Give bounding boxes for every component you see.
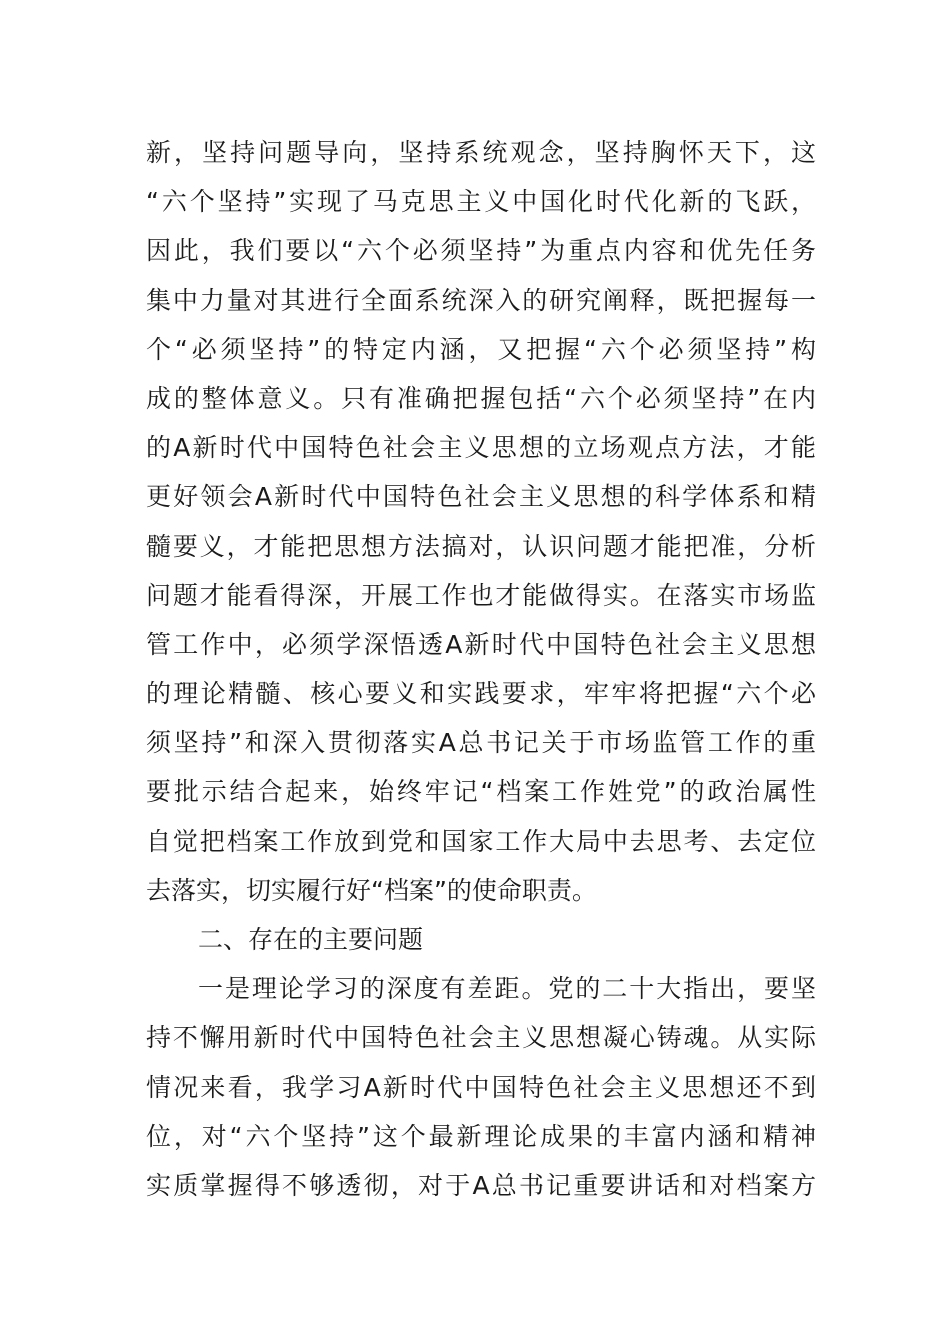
text-line: 个“必须坚持”的特定内涵，又把握“六个必须坚持”构	[146, 334, 816, 364]
text-line: 新，坚持问题导向，坚持系统观念，坚持胸怀天下，这	[146, 138, 816, 167]
text-line: 须坚持”和深入贯彻落实A总书记关于市场监管工作的重	[146, 728, 816, 758]
text-line: 集中力量对其进行全面系统深入的研究阐释，既把握每一	[146, 285, 816, 315]
text-line: 更好领会A新时代中国特色社会主义思想的科学体系和精	[146, 482, 816, 512]
section-heading: 二、存在的主要问题	[198, 925, 424, 954]
text-line: 情况来看，我学习A新时代中国特色社会主义思想还不到	[146, 1072, 816, 1102]
text-line: 成的整体意义。只有准确把握包括“六个必须坚持”在内	[146, 383, 816, 413]
text-line: 位，对“六个坚持”这个最新理论成果的丰富内涵和精神	[146, 1121, 816, 1151]
text-line: “六个坚持”实现了马克思主义中国化时代化新的飞跃，	[146, 187, 816, 217]
body-text	[146, 128, 816, 1210]
text-line: 问题才能看得深，开展工作也才能做得实。在落实市场监	[146, 580, 816, 610]
text-line: 要批示结合起来，始终牢记“档案工作姓党”的政治属性	[146, 777, 816, 807]
text-line: 持不懈用新时代中国特色社会主义思想凝心铸魂。从实际	[146, 1023, 816, 1053]
text-line: 的A新时代中国特色社会主义思想的立场观点方法，才能	[146, 433, 816, 463]
text-line: 自觉把档案工作放到党和国家工作大局中去思考、去定位	[146, 826, 816, 856]
text-line: 实质掌握得不够透彻，对于A总书记重要讲话和对档案方	[146, 1170, 816, 1200]
text-line: 髓要义，才能把思想方法搞对，认识问题才能把准，分析	[146, 531, 816, 561]
text-line: 的理论精髓、核心要义和实践要求，牢牢将把握“六个必	[146, 679, 816, 709]
text-line: 因此，我们要以“六个必须坚持”为重点内容和优先任务	[146, 236, 816, 266]
text-line: 一是理论学习的深度有差距。党的二十大指出，要坚	[198, 974, 816, 1004]
text-line: 管工作中，必须学深悟透A新时代中国特色社会主义思想	[146, 629, 816, 659]
text-line: 去落实，切实履行好“档案”的使命职责。	[146, 875, 597, 905]
